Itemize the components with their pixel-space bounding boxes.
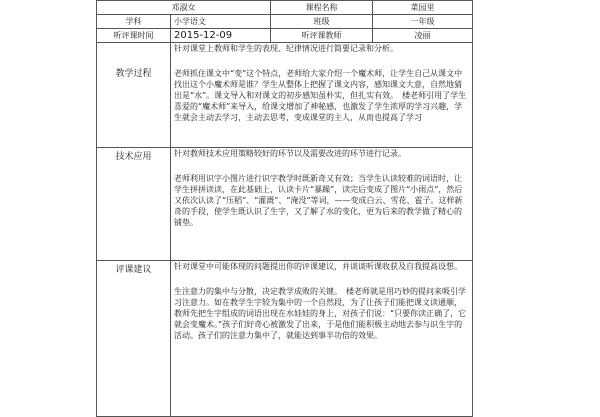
header-row-2: [97, 15, 473, 29]
subject-value: 小学语文: [171, 15, 271, 29]
eval-label: 评课建议: [97, 261, 171, 417]
process-body: 老师抓住课文中“变”这个特点，老师给大家介绍一个魔术师，让学生自己从课文中找出这个小魔术师是谁？学生从整体上把握了课文内容，感知课文大意，自然地猜出是“水”。课文导入和对课文的初步感知虽朴实，但扎实有效。 楼老师引用了学生喜爱的“魔术师”来导入，给课文增加了神秘感，也激发了学生浓厚的学习兴趣，学生就会主动去学习，主动去思考，变成课堂的主人，从而也提高了学习: [174, 69, 467, 122]
class-value: 一年级: [373, 15, 473, 29]
subject-label: 学科: [97, 15, 171, 29]
lesson-evaluation-form: [96, 0, 472, 400]
teacher-name: 邓淑女: [97, 1, 271, 15]
section-tech: [97, 148, 473, 261]
tech-intro: 针对教师技术应用策略较好的环节以及需要改进的环节进行记录。: [174, 149, 406, 158]
header-row-3: [97, 29, 473, 43]
section-process: [97, 43, 473, 148]
form-table: [96, 0, 473, 417]
eval-intro: 针对课堂中可能体现的问题提出你的评课建议，并谈谈听课收获及自我提高设想。: [174, 262, 462, 271]
course-name-value: 菜园里: [373, 1, 473, 15]
class-label: 班级: [271, 15, 373, 29]
tech-label: 技术应用: [97, 148, 171, 261]
observation-time-label: 听评课时间: [97, 29, 171, 43]
observer-name: 凌丽: [373, 29, 473, 43]
observer-label: 听评课教师: [271, 29, 373, 43]
observation-date: 2015-12-09: [171, 29, 271, 43]
eval-body: 生注意力的集中与分散，决定教学成败的关键。 楼老师就是用巧妙的提问来吸引学习注意力。如在教学生字较为集中的一个自然段，为了让孩子们能把课文读通顺，教师先把生字组成的词语出现在水娃娃的身上，对孩子们说：“只要你读正确了，它就会变魔术。”孩子们好奇心被激发了出来，于是他们能积极主动地去参与识生字的活动。孩子们的注意力集中了，就能达到事半功倍的效果。: [174, 287, 467, 340]
tech-body: 老师利用识字小图片进行识字教学时既新奇又有效；当学生认读较难的词语时，让学生拼拼读读，在此基础上，认读卡片“暴躁”，读完后变成了图片“小雨点”，然后又依次认读了“压稻”、“灌溉”、“淹没”等词，——变成白云、雪花、雹子。这样新奇的手段，使学生既认识了生字，又了解了水的变化，更为后来的教学做了精心的铺垫。: [174, 174, 463, 227]
section-eval: [97, 261, 473, 417]
process-intro: 针对课堂上教师和学生的表现、纪律情况进行简要记录和分析。: [174, 44, 398, 53]
course-name-label: 课程名称: [271, 1, 373, 15]
header-row-1: [97, 1, 473, 15]
process-label: 教学过程: [97, 43, 171, 148]
